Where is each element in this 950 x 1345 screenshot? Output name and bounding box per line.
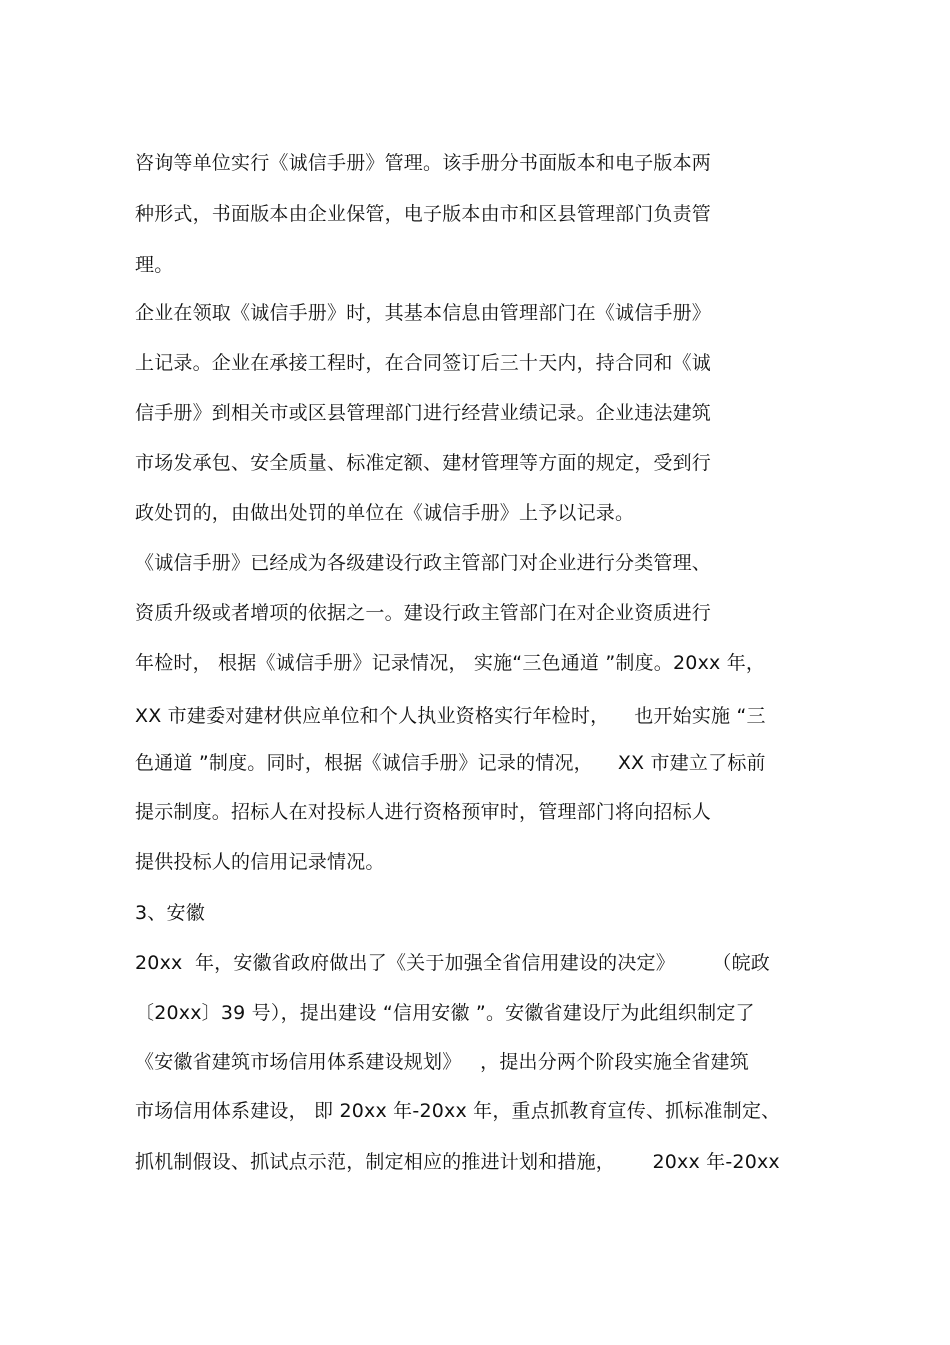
text-line-21: 抓机制假设、抓试点示范，制定相应的推进计划和措施， 20xx 年-20xx [135,1151,780,1173]
text-line-4: 企业在领取《诚信手册》时，其基本信息由管理部门在《诚信手册》 [135,302,712,324]
text-line-11: 年检时， 根据《诚信手册》记录情况， 实施“三色通道 ”制度。20xx 年， [135,652,766,674]
text-line-12: XX 市建委对建材供应单位和个人执业资格实行年检时， 也开始实施 “三 [135,705,766,727]
text-line-14: 提示制度。招标人在对投标人进行资格预审时，管理部门将向招标人 [135,801,712,823]
text-line-10: 资质升级或者增项的依据之一。建设行政主管部门在对企业资质进行 [135,602,712,624]
text-line-9: 《诚信手册》已经成为各级建设行政主管部门对企业进行分类管理、 [135,552,712,574]
text-line-20: 市场信用体系建设， 即 20xx 年-20xx 年，重点抓教育宣传、抓标准制定、 [135,1100,781,1122]
text-line-8: 政处罚的，由做出处罚的单位在《诚信手册》上予以记录。 [135,502,635,524]
text-line-2: 种形式，书面版本由企业保管，电子版本由市和区县管理部门负责管 [135,203,712,225]
text-line-19: 《安徽省建筑市场信用体系建设规划》 ，提出分两个阶段实施全省建筑 [135,1051,749,1073]
text-line-15: 提供投标人的信用记录情况。 [135,851,385,873]
text-line-13: 色通道 ”制度。同时，根据《诚信手册》记录的情况， XX 市建立了标前 [135,752,766,774]
text-line-5: 上记录。企业在承接工程时，在合同签订后三十天内，持合同和《诚 [135,352,712,374]
text-line-18: 〔20xx〕39 号），提出建设 “信用安徽 ”。安徽省建设厅为此组织制定了 [135,1002,755,1024]
section-heading-anhui: 3、安徽 [135,902,205,924]
text-line-3: 理。 [135,254,174,276]
text-line-7: 市场发承包、安全质量、标准定额、建材管理等方面的规定，受到行 [135,452,712,474]
text-line-6: 信手册》到相关市或区县管理部门进行经营业绩记录。企业违法建筑 [135,402,712,424]
text-line-1: 咨询等单位实行《诚信手册》管理。该手册分书面版本和电子版本两 [135,152,712,174]
text-line-17: 20xx 年，安徽省政府做出了《关于加强全省信用建设的决定》 （皖政 [135,952,770,974]
